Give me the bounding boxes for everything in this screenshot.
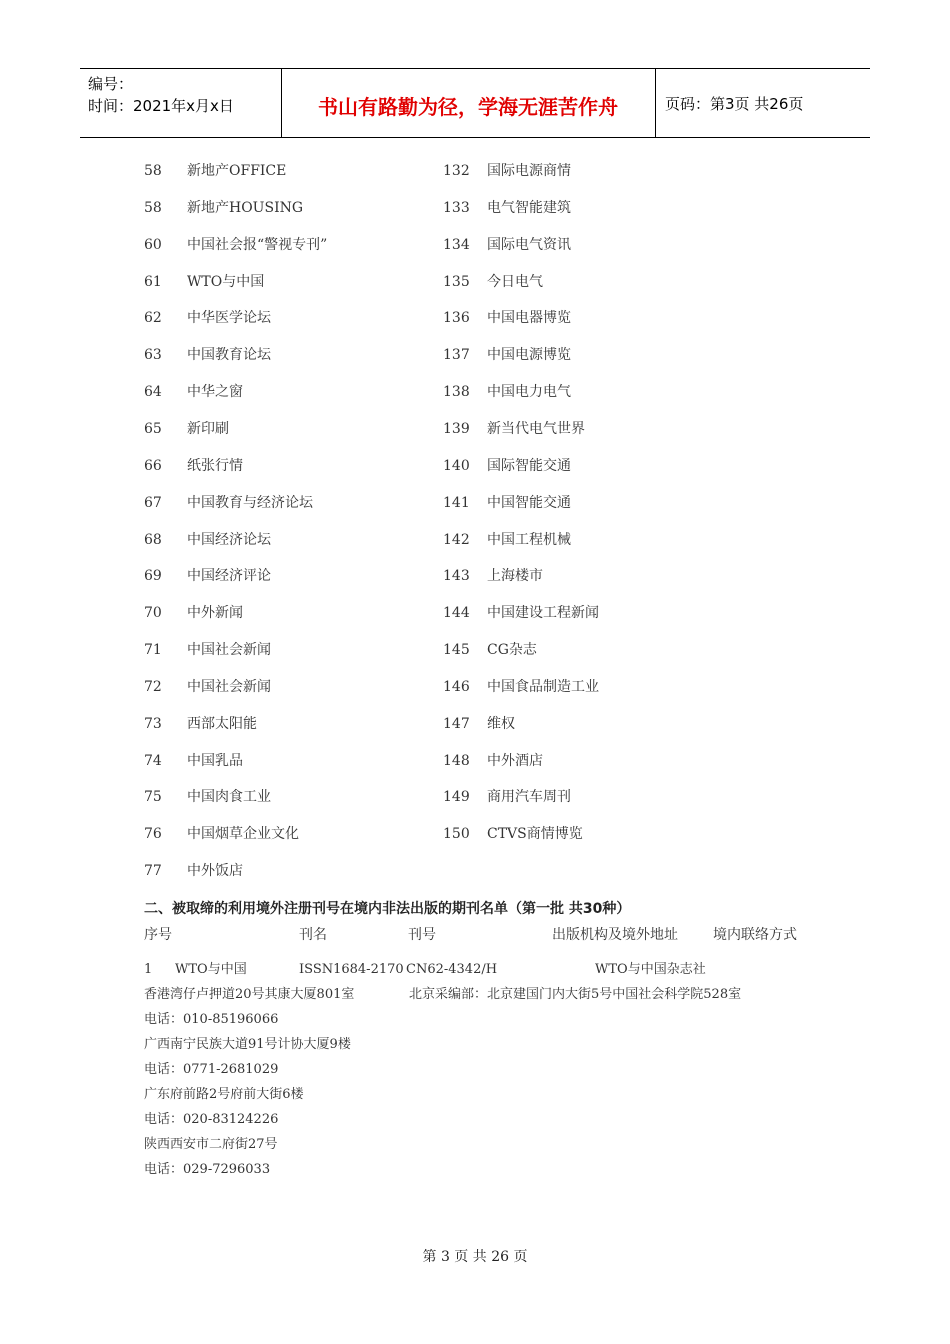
list-item-number: 58 bbox=[144, 199, 162, 216]
header-motto: 书山有路勤为径，学海无涯苦作舟 bbox=[318, 95, 618, 119]
list-item-name: 新地产OFFICE bbox=[187, 163, 287, 179]
list-item-name: 电气智能建筑 bbox=[487, 199, 571, 216]
list-item-name: 中国教育与经济论坛 bbox=[187, 494, 313, 511]
list-item-number: 149 bbox=[443, 789, 470, 806]
list-item-number: 68 bbox=[144, 531, 162, 548]
entry-overseas-address: 香港湾仔卢押道20号其康大厦801室 bbox=[144, 987, 355, 1002]
list-item-name: 国际电气资讯 bbox=[487, 236, 571, 253]
list-item-number: 64 bbox=[144, 384, 162, 401]
entry-beijing-office: 北京采编部：北京建国门内大街5号中国社会科学院528室 bbox=[409, 987, 742, 1002]
list-item-number: 133 bbox=[443, 199, 470, 216]
list-item-name: 中国肉食工业 bbox=[187, 789, 271, 806]
date-label: 时间：2021年x月x日 bbox=[88, 97, 234, 115]
list-item-name: 维权 bbox=[487, 715, 515, 732]
list-item-number: 69 bbox=[144, 568, 162, 585]
list-item-number: 146 bbox=[443, 678, 470, 695]
list-item-name: 中国电力电气 bbox=[487, 384, 571, 401]
list-item-number: 132 bbox=[443, 163, 470, 179]
list-item-number: 143 bbox=[443, 568, 470, 585]
list-item-name: 中外饭店 bbox=[187, 863, 243, 880]
list-item-number: 148 bbox=[443, 752, 470, 769]
column-header-name: 刊名 bbox=[299, 927, 327, 943]
list-item-number: 73 bbox=[144, 715, 162, 732]
list-item-number: 67 bbox=[144, 494, 162, 511]
entry-contact-line: 广东府前路2号府前大街6楼 bbox=[144, 1087, 304, 1102]
list-item-name: CG杂志 bbox=[487, 642, 537, 659]
list-item-number: 76 bbox=[144, 826, 162, 843]
list-item-name: 中国烟草企业文化 bbox=[187, 826, 299, 843]
list-item-name: 中外新闻 bbox=[187, 605, 243, 622]
list-item-number: 60 bbox=[144, 236, 162, 253]
column-header-publisher: 出版机构及境外地址 bbox=[552, 927, 678, 943]
page-header bbox=[80, 68, 870, 138]
list-item-number: 147 bbox=[443, 715, 470, 732]
entry-contact-line: 电话：0771-2681029 bbox=[144, 1062, 279, 1077]
entry-contact-line: 电话：029-7296033 bbox=[144, 1162, 271, 1177]
list-item-name: 国际电源商情 bbox=[487, 163, 571, 179]
list-item-name: 中国社会新闻 bbox=[187, 678, 271, 695]
list-item-name: 中国教育论坛 bbox=[187, 347, 271, 364]
list-item-name: 中国食品制造工业 bbox=[487, 678, 599, 695]
list-item-number: 137 bbox=[443, 347, 470, 364]
serial-label: 编号： bbox=[88, 75, 134, 93]
header-meta bbox=[88, 73, 234, 117]
list-item-number: 140 bbox=[443, 457, 470, 474]
page-footer: 第 3 页 共 26 页 bbox=[422, 1249, 528, 1265]
list-item-number: 71 bbox=[144, 642, 162, 659]
list-item-number: 74 bbox=[144, 752, 162, 769]
list-item-name: 商用汽车周刊 bbox=[487, 789, 571, 806]
entry-contact-line: 陕西西安市二府街27号 bbox=[144, 1137, 278, 1152]
list-item-number: 142 bbox=[443, 531, 470, 548]
list-item-name: 中国建设工程新闻 bbox=[487, 605, 599, 622]
list-item-name: 中外酒店 bbox=[487, 752, 543, 769]
list-item-name: 上海楼市 bbox=[487, 568, 543, 585]
entry-cn: CN62-4342/H bbox=[406, 962, 498, 977]
list-item-number: 66 bbox=[144, 457, 162, 474]
list-item-number: 58 bbox=[144, 163, 162, 179]
list-item-name: 新地产HOUSING bbox=[187, 199, 304, 216]
list-item-name: 纸张行情 bbox=[187, 457, 243, 474]
list-item-name: 中华医学论坛 bbox=[187, 310, 271, 327]
entry-contact-line: 电话：010-85196066 bbox=[144, 1012, 279, 1027]
list-item-name: 国际智能交通 bbox=[487, 457, 571, 474]
list-item-number: 138 bbox=[443, 384, 470, 401]
list-item-name: 中国社会报“警视专刊” bbox=[187, 236, 328, 253]
list-item-number: 63 bbox=[144, 347, 162, 364]
list-item-number: 139 bbox=[443, 420, 470, 437]
list-item-number: 62 bbox=[144, 310, 162, 327]
list-item-name: 新印刷 bbox=[187, 420, 229, 437]
list-item-number: 135 bbox=[443, 273, 470, 290]
list-item-number: 150 bbox=[443, 826, 470, 843]
list-item-name: 中国电器博览 bbox=[487, 310, 571, 327]
list-item-name: 中国乳品 bbox=[187, 752, 243, 769]
list-item-number: 72 bbox=[144, 678, 162, 695]
header-divider bbox=[655, 69, 656, 137]
entry-contact-line: 广西南宁民族大道91号计协大厦9楼 bbox=[144, 1037, 351, 1052]
column-header-issn: 刊号 bbox=[408, 927, 436, 943]
list-item-number: 144 bbox=[443, 605, 470, 622]
list-item-number: 70 bbox=[144, 605, 162, 622]
list-item-number: 136 bbox=[443, 310, 470, 327]
header-page-info: 页码：第3页 共26页 bbox=[665, 95, 804, 113]
list-item-number: 77 bbox=[144, 863, 162, 880]
section-title: 二、被取缔的利用境外注册刊号在境内非法出版的期刊名单（第一批 共30种） bbox=[144, 901, 631, 917]
list-item-number: 75 bbox=[144, 789, 162, 806]
entry-publisher: WTO与中国杂志社 bbox=[595, 962, 706, 977]
list-item-name: 中国智能交通 bbox=[487, 494, 571, 511]
list-item-name: 中国经济评论 bbox=[187, 568, 271, 585]
list-item-number: 134 bbox=[443, 236, 470, 253]
list-item-number: 141 bbox=[443, 494, 470, 511]
list-item-number: 65 bbox=[144, 420, 162, 437]
column-header-seq: 序号 bbox=[144, 927, 172, 943]
list-item-name: 西部太阳能 bbox=[187, 715, 257, 732]
list-item-name: CTVS商情博览 bbox=[487, 826, 583, 843]
list-item-name: 中国电源博览 bbox=[487, 347, 571, 364]
entry-contact-line: 电话：020-83124226 bbox=[144, 1112, 279, 1127]
entry-name: WTO与中国 bbox=[175, 962, 247, 977]
entry-seq: 1 bbox=[144, 962, 153, 977]
list-item-number: 145 bbox=[443, 642, 470, 659]
list-item-number: 61 bbox=[144, 273, 162, 290]
list-item-name: 今日电气 bbox=[487, 273, 543, 290]
list-item-name: 中华之窗 bbox=[187, 384, 243, 401]
list-item-name: 新当代电气世界 bbox=[487, 420, 585, 437]
list-item-name: 中国工程机械 bbox=[487, 531, 571, 548]
entry-issn: ISSN1684-2170 bbox=[299, 962, 404, 977]
list-item-name: 中国社会新闻 bbox=[187, 642, 271, 659]
column-header-contact: 境内联络方式 bbox=[713, 927, 797, 943]
list-item-name: WTO与中国 bbox=[187, 273, 265, 290]
list-item-name: 中国经济论坛 bbox=[187, 531, 271, 548]
